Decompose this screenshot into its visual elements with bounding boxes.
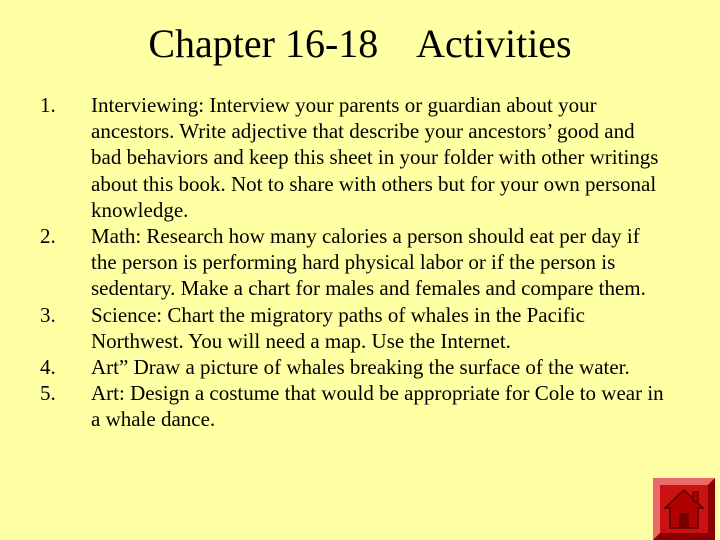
list-item-number: 3. [40,302,56,327]
home-icon [653,478,715,540]
list-item [40,354,680,380]
list-item-text: Art” Draw a picture of whales breaking the surface of the water. [91,355,630,380]
slide-title: Chapter 16-18 Activities [148,21,572,66]
list-item-number: 5. [40,381,56,406]
list-item-text: Science: Chart the migratory paths of whales in the Pacific Northwest. You will need a map. Use the Internet. [91,302,585,353]
list-item [40,92,680,223]
home-button[interactable] [653,478,715,540]
list-item-text: Math: Research how many calories a person should eat per day if the person is performing hard physical labor or if the person is sedentary. Make a chart for males and females and compare them. [91,224,646,301]
list-item [40,223,680,302]
list-item-number: 4. [40,355,56,380]
activity-list [40,92,680,433]
list-item-text: Interviewing: Interview your parents or guardian about your ancestors. Write adjective that describe your ancestors’ good and bad behaviors and keep this sheet in your folder with other writings about this book. Not to share with others but for your own personal knowledge. [91,93,659,222]
list-item-text: Art: Design a costume that would be appropriate for Cole to wear in a whale dance. [91,381,664,432]
list-item [40,302,680,354]
list-item-number: 1. [40,93,56,117]
list-item [40,380,680,432]
list-item-number: 2. [40,224,56,249]
